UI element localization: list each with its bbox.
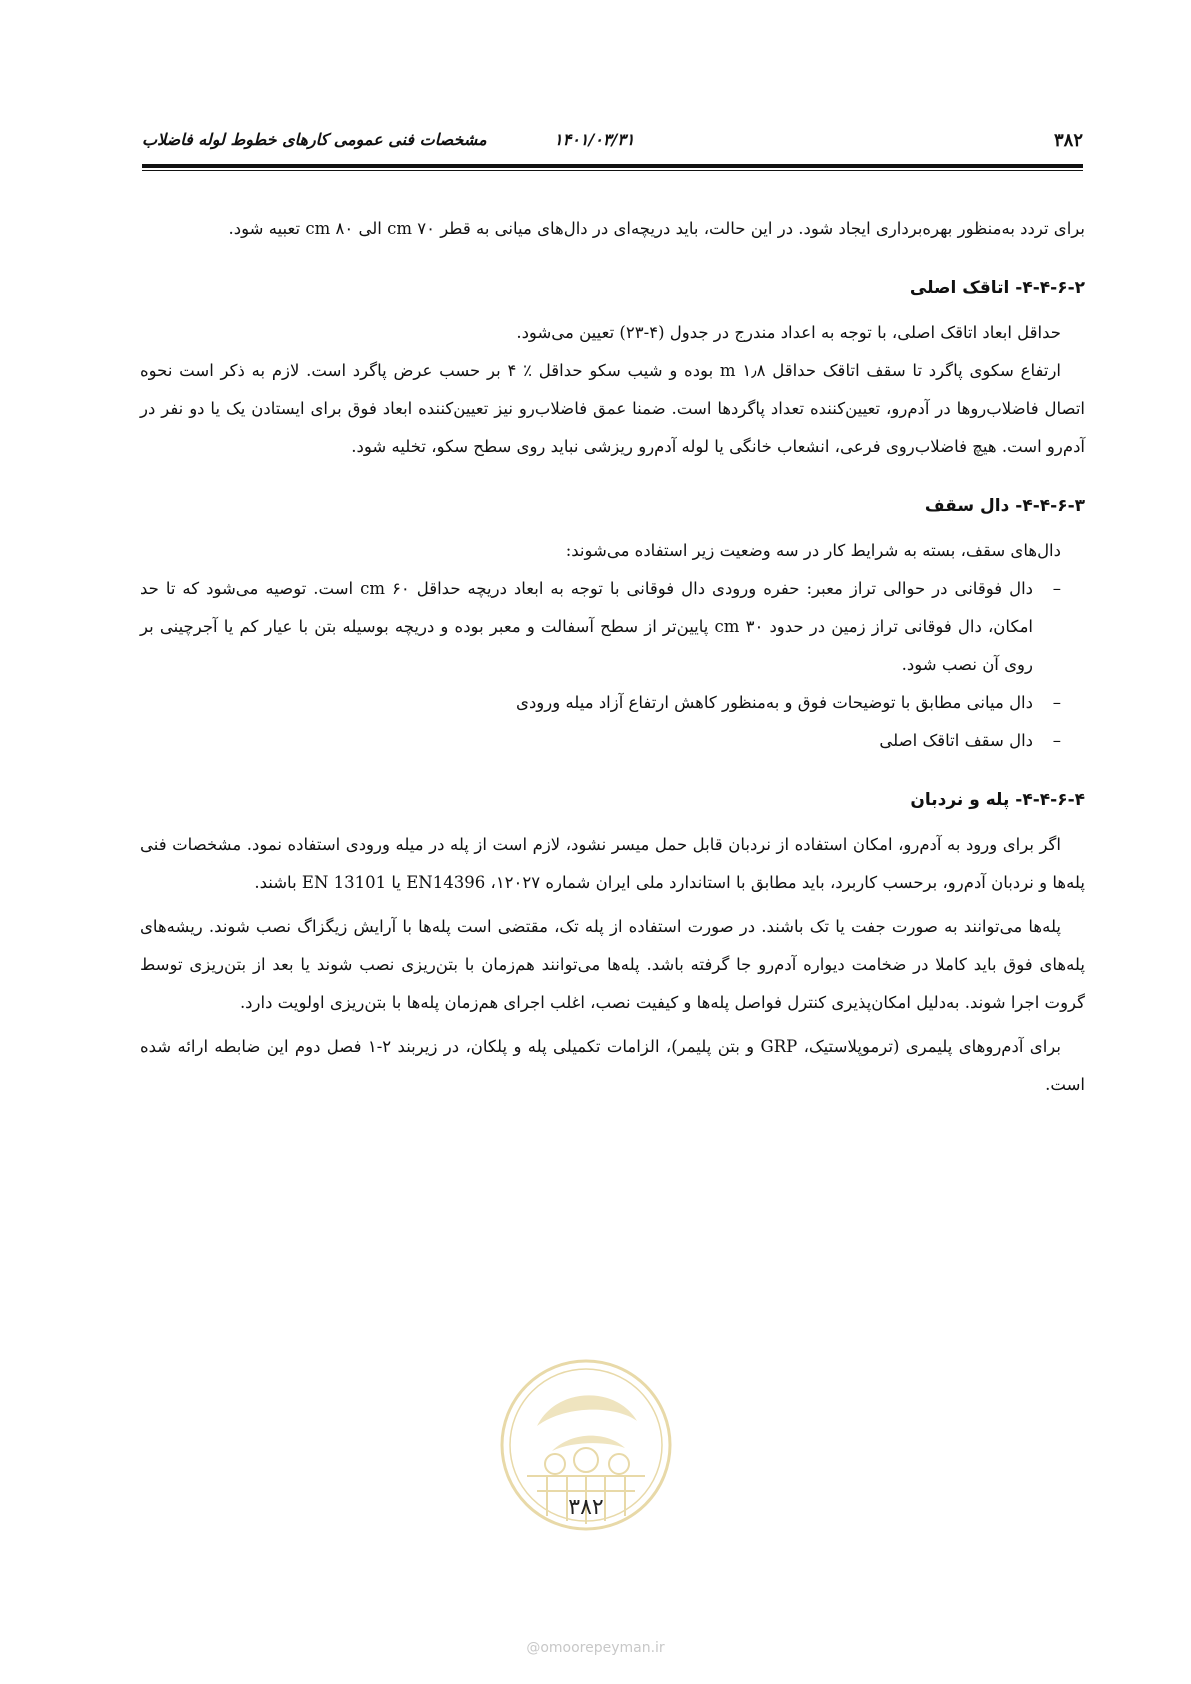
page-header (142, 126, 1083, 156)
watermark-text: @omoorepeyman.ir (526, 1640, 665, 1656)
list-dash: – (1052, 731, 1061, 750)
list-item-text: دال سقف اتاقک اصلی (879, 731, 1033, 750)
list-item (140, 570, 1061, 684)
paragraph: پله‌ها می‌توانند به صورت جفت یا تک باشند. در صورت استفاده از پله تک، مقتضی است پله‌ها با آرایش زیگزاگ نصب شوند. ریشه‌های پله‌های فوق باید کاملا در ضخامت دیواره آدم‌رو جا گرفته باشد. پله‌ها می‌توانند هم‌زمان با بتن‌ریزی نصب شوند یا بعد از بتن‌ریزی توسط گروت اجرا شوند. به‌دلیل امکان‌پذیری کنترل فواصل پله‌ها و کیفیت نصب، اغلب اجرای هم‌زمان پله‌ها با بتن‌ریزی اولویت دارد. (140, 917, 1085, 1012)
list-item-text: دال میانی مطابق با توضیحات فوق و به‌منظور کاهش ارتفاع آزاد میله ورودی (516, 693, 1033, 712)
paragraph: حداقل ابعاد اتاقک اصلی، با توجه به اعداد مندرج در جدول (۴-۲۳) تعیین می‌شود. (516, 323, 1061, 342)
list-dash: – (1052, 693, 1061, 712)
paragraph: ارتفاع سکوی پاگرد تا سقف اتاقک حداقل ۱٫۸ m بوده و شیب سکو حداقل ٪ ۴ بر حسب عرض پاگرد است. لازم به ذکر است نحوه اتصال فاضلاب‌روها در آدم‌رو، تعیین‌کننده تعداد پاگردها است. ضمنا عمق فاضلاب‌رو نیز تعیین‌کننده ابعاد فوق برای ایستادن یک یا دو نفر در آدم‌رو است. هیچ فاضلاب‌روی فرعی، انشعاب خانگی یا لوله آدم‌رو ریزشی نباید روی سطح سکو، تخلیه شود. (140, 361, 1085, 456)
list-item (140, 722, 1061, 760)
intro-paragraph: برای تردد به‌منظور بهره‌برداری ایجاد شود. در این حالت، باید دریچه‌ای در دال‌های میانی به قطر ۷۰ cm الی ۸۰ cm تعبیه شود. (228, 219, 1085, 238)
list-dash: – (1052, 579, 1061, 598)
header-rule-thin (142, 170, 1083, 171)
section-heading-stairs-ladder: ۴-۴-۶-۴- پله و نردبان (910, 790, 1085, 810)
paragraph: دال‌های سقف، بسته به شرایط کار در سه وضعیت زیر استفاده می‌شوند: (565, 541, 1061, 560)
section-heading-main-chamber: ۴-۴-۶-۲- اتاقک اصلی (909, 278, 1085, 298)
list-item-text: دال فوقانی در حوالی تراز معبر: حفره ورودی دال فوقانی با توجه به ابعاد دریچه حداقل ۶۰ cm است. توصیه می‌شود که تا حد امکان، دال فوقانی تراز زمین در حدود ۳۰ cm پایین‌تر از سطح آسفالت و معبر بوده و دریچه بوسیله بتن با عیار کم یا آجرچینی بر روی آن نصب شود. (140, 579, 1034, 674)
section-heading-roof-slab: ۴-۴-۶-۳- دال سقف (924, 496, 1085, 516)
header-rule-thick (142, 164, 1083, 168)
slab-list (140, 570, 1085, 760)
header-page-number: ۳۸۲ (1053, 130, 1083, 151)
body-content (140, 210, 1085, 1104)
seal-page-number: ۳۸۲ (568, 1495, 604, 1520)
paragraph: اگر برای ورود به آدم‌رو، امکان استفاده از نردبان قابل حمل میسر نشود، لازم است از پله در میله ورودی استفاده نمود. مشخصات فنی پله‌ها و نردبان آدم‌رو، برحسب کاربرد، باید مطابق با استاندارد ملی ایران شماره ۱۲۰۲۷، EN14396 یا EN 13101 باشند. (140, 835, 1085, 892)
header-title: مشخصات فنی عمومی کارهای خطوط لوله فاضلاب (142, 130, 487, 149)
header-date: ۱۴۰۱/۰۳/۳۱ (554, 130, 635, 149)
list-item (140, 684, 1061, 722)
paragraph: برای آدم‌روهای پلیمری (ترموپلاستیک، GRP و بتن پلیمر)، الزامات تکمیلی پله و پلکان، در زیربند ۲-۱ فصل دوم این ضابطه ارائه شده است. (140, 1037, 1085, 1094)
